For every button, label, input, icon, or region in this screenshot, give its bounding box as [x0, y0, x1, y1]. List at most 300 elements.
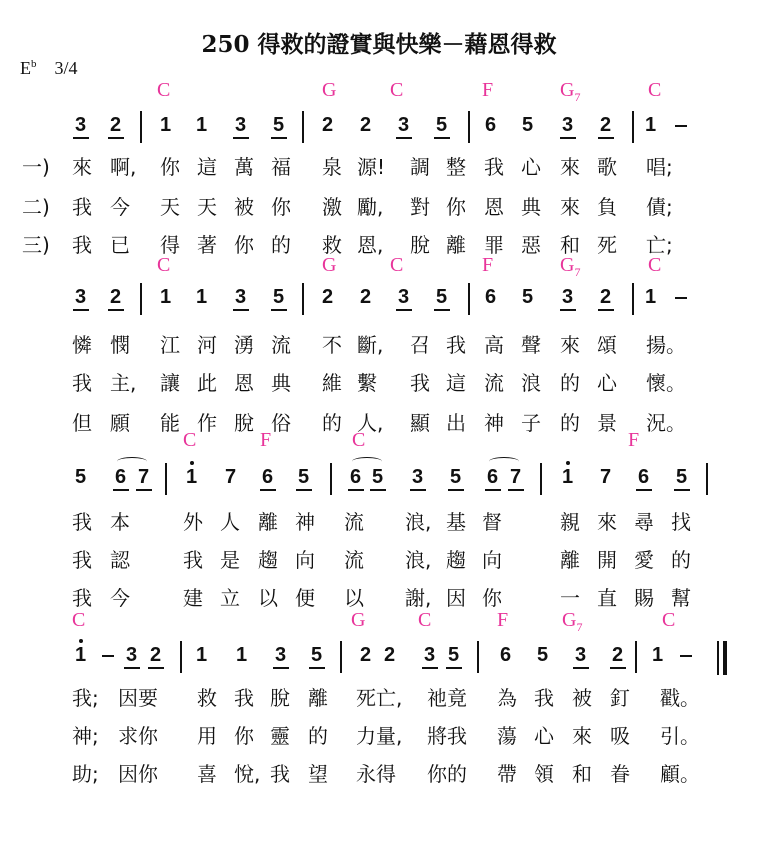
tie-arc	[117, 457, 147, 466]
chord-symbol: C	[662, 609, 676, 631]
lyric-syllable: 求你	[118, 724, 158, 748]
note: 5	[273, 286, 285, 308]
verse-number: 一)	[22, 155, 50, 179]
lyric-syllable: 高	[484, 333, 504, 357]
lyric-syllable: 心	[521, 155, 541, 179]
verse-number: 三)	[22, 233, 50, 257]
note: 2	[150, 644, 162, 666]
lyric-syllable: 的	[322, 411, 342, 435]
high-octave-dot	[190, 461, 194, 465]
note: 2	[612, 644, 624, 666]
lyric-syllable: 我	[270, 762, 290, 786]
note: 5	[436, 114, 448, 136]
beam-underline	[370, 489, 386, 491]
note: 1	[75, 644, 87, 666]
lyric-syllable: 一	[560, 586, 580, 610]
beam-underline	[233, 309, 249, 311]
lyric-syllable: 為	[497, 686, 517, 710]
beam-underline	[636, 489, 652, 491]
lyric-syllable: 得	[160, 233, 180, 257]
note: 1	[236, 644, 248, 666]
chord-symbol: G	[322, 79, 337, 101]
note: 2	[110, 286, 122, 308]
beam-underline	[113, 489, 129, 491]
lyric-syllable: 心	[534, 724, 554, 748]
lyric-syllable: 流	[344, 510, 364, 534]
lyric-syllable: 河	[197, 333, 217, 357]
lyric-syllable: 子	[521, 411, 541, 435]
key-accidental: b	[31, 58, 37, 70]
bar-line	[635, 641, 637, 673]
lyric-syllable: 被	[572, 686, 592, 710]
note: 3	[275, 644, 287, 666]
lyric-syllable: 我	[72, 586, 92, 610]
lyric-syllable: 揚。	[646, 333, 686, 357]
lyric-syllable: 救	[322, 233, 342, 257]
lyric-syllable: 此	[197, 371, 217, 395]
lyric-syllable: 恩,	[357, 233, 384, 257]
lyric-syllable: 死	[597, 233, 617, 257]
lyric-syllable: 我	[72, 233, 92, 257]
note: 5	[75, 466, 87, 488]
lyric-syllable: 天	[197, 195, 217, 219]
lyric-syllable: 因你	[118, 762, 158, 786]
note: 3	[75, 286, 87, 308]
note: 1	[562, 466, 574, 488]
lyric-syllable: 惡	[521, 233, 541, 257]
lyric-syllable: 你	[234, 233, 254, 257]
note: 7	[225, 466, 237, 488]
lyric-syllable: 向	[295, 548, 315, 572]
chord-symbol: G	[322, 254, 337, 276]
note: 6	[485, 114, 497, 136]
chord-symbol: C	[648, 254, 662, 276]
note: 1	[645, 114, 657, 136]
lyric-syllable: 我	[72, 371, 92, 395]
beam-underline	[508, 489, 524, 491]
note: 6	[487, 466, 499, 488]
lyric-syllable: 來	[572, 724, 592, 748]
note: 2	[600, 114, 612, 136]
lyric-syllable: 你	[234, 724, 254, 748]
beam-underline	[434, 137, 450, 139]
lyric-syllable: 望	[308, 762, 328, 786]
lyric-syllable: 這	[197, 155, 217, 179]
chord-symbol: F	[482, 254, 494, 276]
tie-arc	[489, 457, 519, 466]
lyric-syllable: 勵,	[357, 195, 384, 219]
lyric-syllable: 召	[410, 333, 430, 357]
chord-symbol: C	[157, 254, 171, 276]
beam-underline	[396, 137, 412, 139]
lyric-syllable: 頌	[597, 333, 617, 357]
beam-underline	[573, 667, 589, 669]
bar-line	[140, 111, 142, 143]
lyric-syllable: 我;	[72, 686, 99, 710]
lyric-syllable: 今	[110, 195, 130, 219]
lyric-syllable: 讓	[160, 371, 180, 395]
lyric-syllable: 對	[410, 195, 430, 219]
lyric-syllable: 和	[560, 233, 580, 257]
lyric-syllable: 神	[484, 411, 504, 435]
lyric-syllable: 趨	[258, 548, 278, 572]
note: 5	[522, 286, 534, 308]
lyric-syllable: 被	[234, 195, 254, 219]
lyric-syllable: 的	[671, 548, 691, 572]
lyric-syllable: 激	[322, 195, 342, 219]
lyric-syllable: 主,	[110, 371, 137, 395]
beam-underline	[136, 489, 152, 491]
note: 5	[372, 466, 384, 488]
lyric-syllable: 基	[446, 510, 466, 534]
lyric-syllable: 吸	[610, 724, 630, 748]
lyric-syllable: 向	[482, 548, 502, 572]
bar-line	[632, 283, 634, 315]
lyric-syllable: 你	[160, 155, 180, 179]
lyric-syllable: 因	[446, 586, 466, 610]
note: 1	[645, 286, 657, 308]
lyric-syllable: 但	[72, 411, 92, 435]
note: 5	[298, 466, 310, 488]
beam-underline	[610, 667, 626, 669]
lyric-syllable: 趨	[446, 548, 466, 572]
lyric-syllable: 愛	[634, 548, 654, 572]
lyric-syllable: 立	[220, 586, 240, 610]
beam-underline	[410, 489, 426, 491]
note: 3	[398, 114, 410, 136]
beam-underline	[422, 667, 438, 669]
lyric-syllable: 來	[560, 333, 580, 357]
lyric-syllable: 脫	[234, 411, 254, 435]
bar-line	[140, 283, 142, 315]
note: 6	[350, 466, 362, 488]
lyric-syllable: 離	[446, 233, 466, 257]
lyric-syllable: 我	[183, 548, 203, 572]
lyric-syllable: 我	[534, 686, 554, 710]
beam-underline	[485, 489, 501, 491]
lyric-syllable: 調	[410, 155, 430, 179]
lyric-syllable: 領	[534, 762, 554, 786]
tie-arc	[352, 457, 382, 466]
lyric-syllable: 著	[197, 233, 217, 257]
key-signature	[20, 58, 78, 79]
lyric-syllable: 用	[197, 724, 217, 748]
lyric-syllable: 力量,	[356, 724, 403, 748]
lyric-syllable: 恩	[234, 371, 254, 395]
note: 5	[676, 466, 688, 488]
chord-symbol: F	[482, 79, 494, 101]
lyric-syllable: 能	[160, 411, 180, 435]
chord-symbol: F	[497, 609, 509, 631]
lyric-syllable: 這	[446, 371, 466, 395]
beam-underline	[560, 309, 576, 311]
beam-underline	[448, 489, 464, 491]
note: 1	[196, 114, 208, 136]
note: 6	[115, 466, 127, 488]
lyric-syllable: 你	[482, 586, 502, 610]
lyric-syllable: 今	[110, 586, 130, 610]
lyric-syllable: 顧。	[660, 762, 700, 786]
lyric-syllable: 的	[560, 411, 580, 435]
beam-underline	[598, 137, 614, 139]
note: 3	[398, 286, 410, 308]
chord-symbol: C	[352, 429, 366, 451]
bar-line	[165, 463, 167, 495]
beam-underline	[233, 137, 249, 139]
lyric-syllable: 永得	[356, 762, 396, 786]
note: 7	[600, 466, 612, 488]
lyric-syllable: 流	[271, 333, 291, 357]
lyric-syllable: 你	[446, 195, 466, 219]
lyric-syllable: 我	[72, 510, 92, 534]
lyric-syllable: 我	[446, 333, 466, 357]
beam-underline	[124, 667, 140, 669]
beam-underline	[674, 489, 690, 491]
final-bar-thin	[717, 641, 719, 675]
note: 5	[450, 466, 462, 488]
note: 5	[537, 644, 549, 666]
lyric-syllable: 不	[322, 333, 342, 357]
lyric-syllable: 謝,	[405, 586, 432, 610]
lyric-syllable: 人,	[357, 411, 384, 435]
note: 1	[160, 114, 172, 136]
lyric-syllable: 流	[344, 548, 364, 572]
lyric-syllable: 脫	[270, 686, 290, 710]
chord-symbol: C	[648, 79, 662, 101]
lyric-syllable: 幫	[671, 586, 691, 610]
lyric-syllable: 唱;	[646, 155, 673, 179]
note: 5	[436, 286, 448, 308]
note: 5	[311, 644, 323, 666]
chord-symbol: C	[157, 79, 171, 101]
note: 3	[562, 286, 574, 308]
lyric-syllable: 找	[671, 510, 691, 534]
bar-line	[632, 111, 634, 143]
lyric-syllable: 釘	[610, 686, 630, 710]
lyric-syllable: 啊,	[110, 155, 137, 179]
lyric-syllable: 死亡,	[356, 686, 403, 710]
note: 1	[186, 466, 198, 488]
lyric-syllable: 將我	[427, 724, 467, 748]
lyric-syllable: 和	[572, 762, 592, 786]
beam-underline	[73, 137, 89, 139]
bar-line	[330, 463, 332, 495]
lyric-syllable: 維	[322, 371, 342, 395]
lyric-syllable: 靈	[270, 724, 290, 748]
beam-underline	[598, 309, 614, 311]
note: 3	[126, 644, 138, 666]
lyric-syllable: 直	[597, 586, 617, 610]
bar-line	[302, 283, 304, 315]
chord-symbol: $G_7$	[560, 254, 581, 279]
beam-underline	[446, 667, 462, 669]
lyric-syllable: 蕩	[497, 724, 517, 748]
beam-underline	[73, 309, 89, 311]
beam-underline	[108, 137, 124, 139]
lyric-syllable: 離	[308, 686, 328, 710]
lyric-syllable: 親	[560, 510, 580, 534]
bar-line	[540, 463, 542, 495]
lyric-syllable: 景	[597, 411, 617, 435]
lyric-syllable: 認	[110, 548, 130, 572]
note: 2	[384, 644, 396, 666]
lyric-syllable: 你	[271, 195, 291, 219]
lyric-syllable: 來	[560, 155, 580, 179]
lyric-syllable: 來	[72, 155, 92, 179]
beam-underline	[271, 309, 287, 311]
lyric-syllable: 作	[197, 411, 217, 435]
lyric-syllable: 典	[521, 195, 541, 219]
lyric-syllable: 典	[271, 371, 291, 395]
lyric-syllable: 願	[110, 411, 130, 435]
bar-line	[302, 111, 304, 143]
lyric-syllable: 尋	[634, 510, 654, 534]
lyric-syllable: 浪,	[405, 548, 432, 572]
note: 1	[196, 644, 208, 666]
beam-underline	[273, 667, 289, 669]
lyric-syllable: 恩	[484, 195, 504, 219]
beam-underline	[271, 137, 287, 139]
lyric-syllable: 俗	[271, 411, 291, 435]
lyric-syllable: 本	[110, 510, 130, 534]
lyric-syllable: 浪	[521, 371, 541, 395]
lyric-syllable: 引。	[660, 724, 700, 748]
note: 2	[360, 644, 372, 666]
note: 6	[638, 466, 650, 488]
key-note: E	[20, 58, 31, 78]
lyric-syllable: 我	[234, 686, 254, 710]
lyric-syllable: 督	[482, 510, 502, 534]
note: 3	[562, 114, 574, 136]
lyric-syllable: 便	[295, 586, 315, 610]
chord-symbol: C	[390, 79, 404, 101]
note: 6	[262, 466, 274, 488]
note: 3	[575, 644, 587, 666]
chord-symbol: C	[183, 429, 197, 451]
lyric-syllable: 天	[160, 195, 180, 219]
lyric-syllable: 斷,	[357, 333, 384, 357]
lyric-syllable: 流	[484, 371, 504, 395]
lyric-syllable: 況。	[646, 411, 686, 435]
note: 3	[424, 644, 436, 666]
lyric-syllable: 開	[597, 548, 617, 572]
lyric-syllable: 來	[560, 195, 580, 219]
verse-number: 二)	[22, 195, 50, 219]
lyric-syllable: 的	[308, 724, 328, 748]
lyric-syllable: 顯	[410, 411, 430, 435]
lyric-syllable: 湧	[234, 333, 254, 357]
lyric-syllable: 泉	[322, 155, 342, 179]
note: 2	[322, 286, 334, 308]
beam-underline	[148, 667, 164, 669]
lyric-syllable: 神;	[72, 724, 99, 748]
sustain-dash	[680, 655, 692, 657]
lyric-syllable: 浪,	[405, 510, 432, 534]
note: 5	[522, 114, 534, 136]
chord-symbol: $G_7$	[562, 609, 583, 634]
lyric-syllable: 眷	[610, 762, 630, 786]
lyric-syllable: 整	[446, 155, 466, 179]
lyric-syllable: 的	[560, 371, 580, 395]
lyric-syllable: 外	[183, 510, 203, 534]
lyric-syllable: 負	[597, 195, 617, 219]
note: 2	[110, 114, 122, 136]
high-octave-dot	[79, 639, 83, 643]
bar-line	[477, 641, 479, 673]
lyric-syllable: 離	[560, 548, 580, 572]
note: 2	[600, 286, 612, 308]
lyric-syllable: 我	[410, 371, 430, 395]
lyric-syllable: 聲	[521, 333, 541, 357]
lyric-syllable: 出	[446, 411, 466, 435]
lyric-syllable: 以	[344, 586, 364, 610]
lyric-syllable: 歌	[597, 155, 617, 179]
bar-line	[468, 283, 470, 315]
note: 3	[235, 286, 247, 308]
lyric-syllable: 已	[110, 233, 130, 257]
note: 5	[448, 644, 460, 666]
lyric-syllable: 我	[72, 195, 92, 219]
note: 7	[510, 466, 522, 488]
lyric-syllable: 我	[72, 548, 92, 572]
lyric-syllable: 福	[271, 155, 291, 179]
sustain-dash	[102, 655, 114, 657]
lyric-syllable: 人	[220, 510, 240, 534]
lyric-syllable: 離	[258, 510, 278, 534]
lyric-syllable: 債;	[646, 195, 673, 219]
note: 1	[196, 286, 208, 308]
lyric-syllable: 來	[597, 510, 617, 534]
time-signature: 3/4	[54, 58, 78, 78]
chord-symbol: F	[628, 429, 640, 451]
lyric-syllable: 萬	[234, 155, 254, 179]
lyric-syllable: 脫	[410, 233, 430, 257]
lyric-syllable: 戳。	[660, 686, 700, 710]
note: 6	[485, 286, 497, 308]
lyric-syllable: 神	[295, 510, 315, 534]
chord-symbol: C	[390, 254, 404, 276]
note: 6	[500, 644, 512, 666]
note: 1	[652, 644, 664, 666]
note: 2	[322, 114, 334, 136]
beam-underline	[434, 309, 450, 311]
beam-underline	[309, 667, 325, 669]
lyric-syllable: 憐	[72, 333, 92, 357]
note: 7	[138, 466, 150, 488]
note: 3	[412, 466, 424, 488]
lyric-syllable: 懷。	[646, 371, 686, 395]
chord-symbol: $G_7$	[560, 79, 581, 104]
lyric-syllable: 以	[258, 586, 278, 610]
high-octave-dot	[566, 461, 570, 465]
note: 3	[235, 114, 247, 136]
lyric-syllable: 亡;	[646, 233, 673, 257]
note: 2	[360, 114, 372, 136]
lyric-syllable: 帶	[497, 762, 517, 786]
lyric-syllable: 祂竟	[427, 686, 467, 710]
beam-underline	[108, 309, 124, 311]
beam-underline	[260, 489, 276, 491]
lyric-syllable: 源!	[357, 155, 386, 179]
chord-symbol: G	[351, 609, 366, 631]
note: 5	[273, 114, 285, 136]
lyric-syllable: 罪	[484, 233, 504, 257]
bar-line	[468, 111, 470, 143]
chord-symbol: C	[72, 609, 86, 631]
sustain-dash	[675, 297, 687, 299]
beam-underline	[560, 137, 576, 139]
chord-symbol: C	[418, 609, 432, 631]
